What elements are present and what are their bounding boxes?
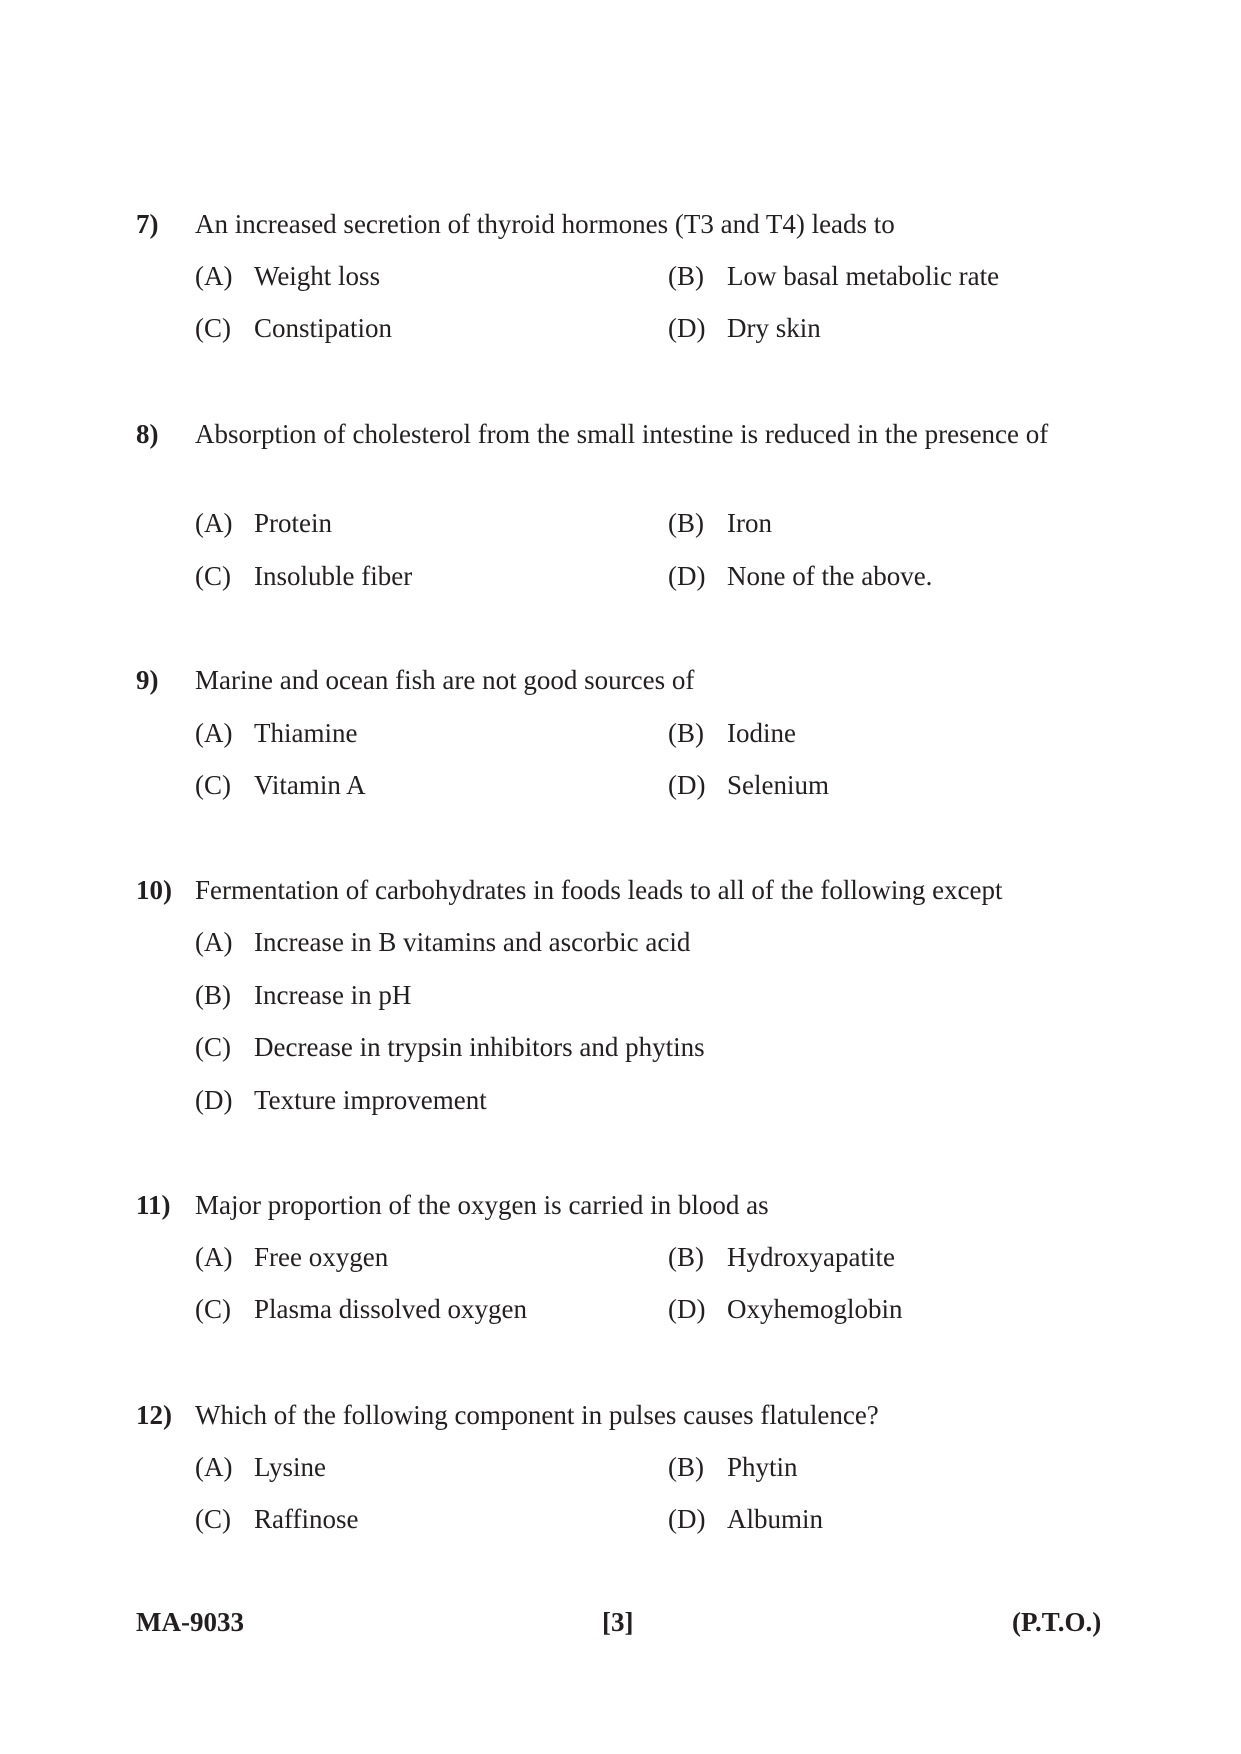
option-label: (A) bbox=[195, 1452, 233, 1482]
option-label: (B) bbox=[668, 1452, 704, 1482]
question-text: An increased secretion of thyroid hormones (T3 and T4) leads to bbox=[195, 209, 895, 239]
option-label: (B) bbox=[668, 261, 704, 291]
question-number: 11) bbox=[136, 1190, 171, 1220]
question-text: Major proportion of the oxygen is carried in blood as bbox=[195, 1190, 769, 1220]
option-text: None of the above. bbox=[727, 561, 933, 591]
option-text: Free oxygen bbox=[254, 1242, 389, 1272]
option-label: (D) bbox=[668, 1504, 706, 1534]
page-number: [3] bbox=[602, 1607, 634, 1637]
option-text: Phytin bbox=[727, 1452, 798, 1482]
question-number: 12) bbox=[136, 1400, 172, 1430]
option-label: (B) bbox=[668, 718, 704, 748]
option-text: Weight loss bbox=[254, 261, 381, 291]
option-label: (A) bbox=[195, 261, 233, 291]
option-text: Iodine bbox=[727, 718, 796, 748]
option-text: Selenium bbox=[727, 770, 829, 800]
option-label: (A) bbox=[195, 927, 233, 957]
option-text: Insoluble fiber bbox=[254, 561, 413, 591]
option-label: (C) bbox=[195, 1032, 231, 1062]
option-text: Low basal metabolic rate bbox=[727, 261, 1000, 291]
pto-note: (P.T.O.) bbox=[1012, 1607, 1102, 1637]
question-number: 7) bbox=[136, 209, 159, 239]
option-label: (C) bbox=[195, 770, 231, 800]
option-label: (D) bbox=[668, 561, 706, 591]
option-label: (B) bbox=[668, 1242, 704, 1272]
option-label: (B) bbox=[195, 980, 231, 1010]
question-number: 8) bbox=[136, 419, 159, 449]
paper-code: MA-9033 bbox=[136, 1607, 244, 1637]
option-label: (D) bbox=[668, 770, 706, 800]
question-number: 10) bbox=[136, 875, 172, 905]
option-text: Increase in pH bbox=[254, 980, 412, 1010]
option-label: (B) bbox=[668, 508, 704, 538]
option-text: Vitamin A bbox=[254, 770, 366, 800]
question-text: Fermentation of carbohydrates in foods leads to all of the following except bbox=[195, 875, 1003, 905]
question-text: Which of the following component in pulses causes flatulence? bbox=[195, 1400, 879, 1430]
option-label: (A) bbox=[195, 1242, 233, 1272]
option-label: (C) bbox=[195, 1504, 231, 1534]
option-text: Albumin bbox=[727, 1504, 824, 1534]
option-label: (D) bbox=[668, 1294, 706, 1324]
question-text: Marine and ocean fish are not good sources of bbox=[195, 665, 695, 695]
option-label: (A) bbox=[195, 508, 233, 538]
option-text: Constipation bbox=[254, 313, 393, 343]
question-text: Absorption of cholesterol from the small intestine is reduced in the presence of bbox=[195, 419, 1049, 449]
option-text: Dry skin bbox=[727, 313, 821, 343]
option-text: Texture improvement bbox=[254, 1085, 487, 1115]
option-text: Raffinose bbox=[254, 1504, 359, 1534]
option-text: Iron bbox=[727, 508, 772, 538]
option-text: Plasma dissolved oxygen bbox=[254, 1294, 527, 1324]
option-label: (C) bbox=[195, 1294, 231, 1324]
option-label: (C) bbox=[195, 313, 231, 343]
option-text: Decrease in trypsin inhibitors and phytins bbox=[254, 1032, 705, 1062]
option-label: (C) bbox=[195, 561, 231, 591]
option-text: Hydroxyapatite bbox=[727, 1242, 895, 1272]
option-label: (D) bbox=[195, 1085, 233, 1115]
option-text: Thiamine bbox=[254, 718, 358, 748]
option-text: Increase in B vitamins and ascorbic acid bbox=[254, 927, 691, 957]
option-text: Protein bbox=[254, 508, 332, 538]
question-number: 9) bbox=[136, 665, 159, 695]
option-label: (D) bbox=[668, 313, 706, 343]
option-text: Oxyhemoglobin bbox=[727, 1294, 903, 1324]
option-text: Lysine bbox=[254, 1452, 326, 1482]
option-label: (A) bbox=[195, 718, 233, 748]
